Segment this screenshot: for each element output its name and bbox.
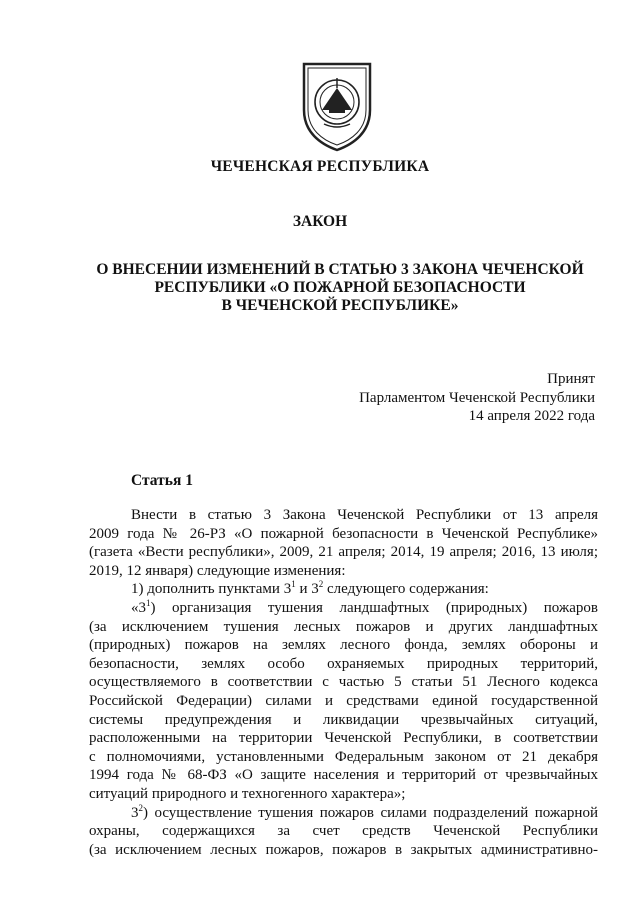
paragraph-line: $3^2$) осуществление тушения пожаров силами подразделений пожарной [131, 803, 598, 821]
law-title [90, 261, 590, 315]
coat-of-arms-emblem [298, 58, 376, 154]
paragraph-line: охраны, содержащихся за счет средств Чеченской Республики [89, 823, 598, 840]
paragraph-line: (за исключением лесных пожаров, пожаров в закрытых административно- [89, 841, 598, 858]
adoption-block [359, 370, 595, 426]
law-title-line: В ЧЕЧЕНСКОЙ РЕСПУБЛИКЕ» [221, 297, 459, 314]
law-title-line: РЕСПУБЛИКИ «О ПОЖАРНОЙ БЕЗОПАСНОСТИ [154, 279, 526, 296]
paragraph-line: (газета «Вести республики», 2009, 21 апреля; 2014, 19 апреля; 2016, 13 июля; [89, 544, 598, 561]
paragraph-line: 2019, 12 января) следующие изменения: [89, 562, 346, 579]
article-heading: Статья 1 [131, 472, 193, 489]
paragraph-line: ситуаций природного и техногенного характера»; [89, 785, 406, 802]
paragraph-line: 1994 года № 68-ФЗ «О защите населения и территорий от чрезвычайных [89, 767, 598, 784]
adoption-date: 14 апреля 2022 года [468, 408, 595, 424]
paragraph-line: с полномочиями, установленными Федеральным законом от 21 декабря [89, 748, 598, 765]
adopted-label: Принят [547, 371, 595, 387]
paragraph-line: безопасности, землях особо охраняемых природных территорий, [89, 655, 598, 672]
paragraph-line: (природных) пожаров на землях лесного фонда, землях обороны и [89, 637, 598, 654]
adopted-by: Парламентом Чеченской Республики [359, 389, 595, 406]
paragraph-line: 2009 года № 26-РЗ «О пожарной безопасности в Чеченской Республике» [89, 525, 598, 542]
article-body [89, 506, 598, 859]
republic-heading: ЧЕЧЕНСКАЯ РЕСПУБЛИКА [210, 158, 430, 175]
law-title-line: О ВНЕСЕНИИ ИЗМЕНЕНИЙ В СТАТЬЮ 3 ЗАКОНА ЧЕЧЕНСКОЙ [96, 261, 584, 278]
paragraph-line: расположенными на территории Чеченской Республики, в соответствии [89, 730, 598, 747]
paragraph-line: Российской Федерации) силами и средствами единой государственной [89, 692, 598, 709]
paragraph-line: системы предупреждения и ликвидации чрезвычайных ситуаций, [89, 711, 598, 728]
paragraph-line: осуществляемого в соответствии с частью 5 статьи 51 Лесного кодекса [89, 674, 598, 691]
paragraph-line: «$3^1$) организация тушения ландшафтных (природных) пожаров [131, 598, 598, 616]
paragraph-line: 1) дополнить пунктами $3^1$ и $3^2$ следующего содержания: [131, 580, 489, 598]
paragraph-line: (за исключением тушения лесных пожаров и других ландшафтных [89, 618, 598, 635]
paragraph-line: Внести в статью 3 Закона Чеченской Республики от 13 апреля [131, 507, 598, 523]
document-type-heading: ЗАКОН [292, 213, 348, 230]
